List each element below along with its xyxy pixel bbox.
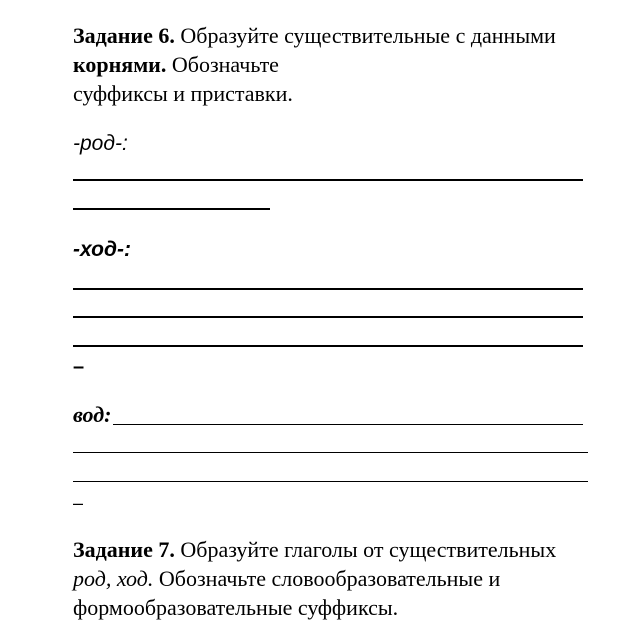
hod-trailing-dash: – [73, 356, 85, 378]
task7-line2 [73, 565, 500, 593]
task6-line3: суффиксы и приставки. [73, 81, 293, 106]
answer-line-vod-1 [113, 424, 583, 425]
task7-line1 [73, 536, 556, 564]
task6-label: Задание 6. [73, 23, 175, 48]
task6-text2: Обозначьте [171, 52, 279, 77]
task7-label: Задание 7. [73, 537, 175, 562]
task6-bold-word: корнями. [73, 52, 167, 77]
root-rod-label: -род-: [73, 132, 128, 155]
task7-text1: Образуйте глаголы от существительных [180, 537, 557, 562]
task6-line1 [73, 22, 556, 50]
answer-line-rod-1 [73, 179, 583, 181]
task6-text1: Образуйте существительные с данными [180, 23, 556, 48]
root-hod-label: -ход-: [73, 238, 131, 261]
task7-text2: Обозначьте словообразовательные и [158, 566, 501, 591]
task6-line2 [73, 51, 279, 79]
answer-line-vod-3 [73, 481, 588, 482]
answer-line-hod-3 [73, 345, 583, 347]
vod-trailing-dash: – [73, 493, 84, 513]
answer-line-hod-2 [73, 316, 583, 318]
answer-line-vod-2 [73, 452, 588, 453]
answer-line-hod-1 [73, 288, 583, 290]
answer-line-rod-2 [73, 208, 270, 210]
root-vod-label: вод: [73, 402, 112, 427]
task7-line3: формообразовательные суффиксы. [73, 595, 399, 620]
task7-italic-words: род, ход. [73, 566, 154, 591]
